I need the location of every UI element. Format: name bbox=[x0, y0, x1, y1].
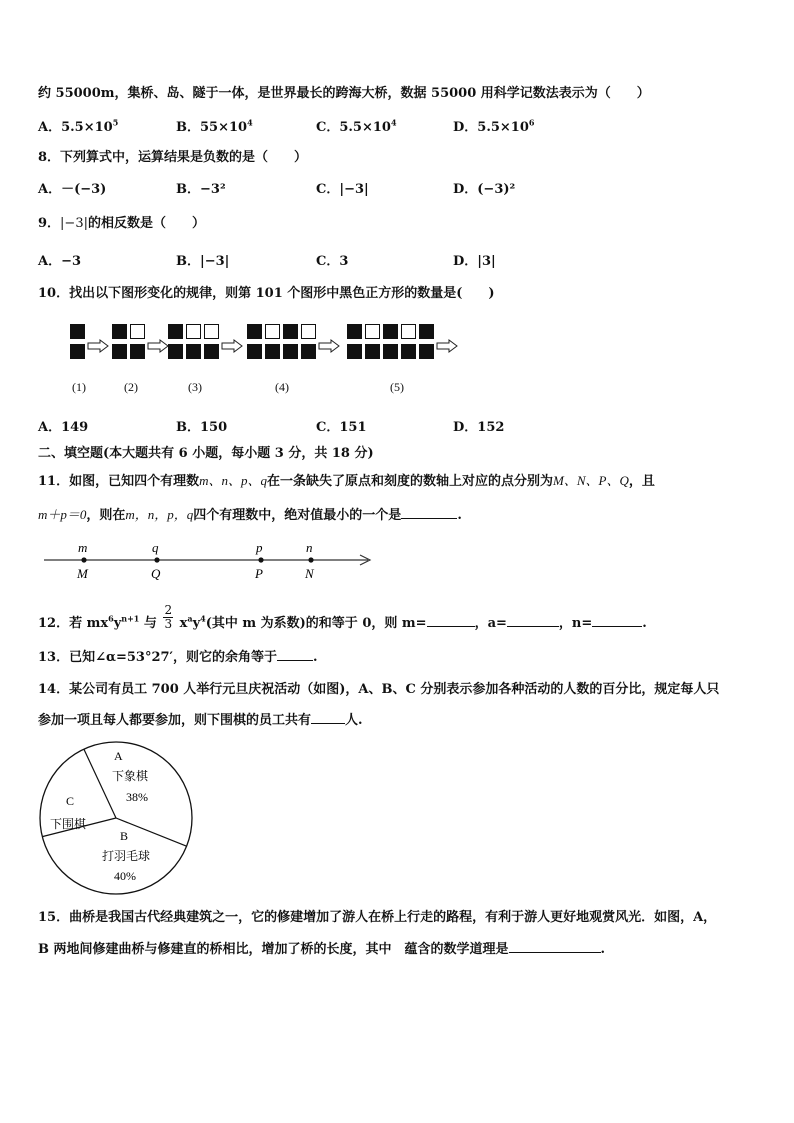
black-square bbox=[301, 344, 316, 359]
q7-option-c: C．$5.5\times 10^4$ bbox=[316, 117, 397, 135]
figure-label-1: (1) bbox=[72, 380, 86, 394]
q14-line-1: 14．某公司有员工 700 人举行元旦庆祝活动（如图)，A、B、C 分别表示参加各种活动的人数的百分比，规定每人只 bbox=[38, 682, 720, 697]
fraction-2-3: $\frac{2}{3}$ bbox=[164, 603, 173, 631]
pie-value-b: 40% bbox=[114, 869, 136, 883]
black-square bbox=[186, 344, 201, 359]
q7-option-a: A．$5.5\times 10^5$ bbox=[38, 117, 119, 135]
black-square bbox=[347, 344, 362, 359]
black-square bbox=[347, 324, 362, 339]
white-square bbox=[204, 324, 219, 339]
black-square bbox=[168, 344, 183, 359]
black-square bbox=[401, 344, 416, 359]
white-square bbox=[301, 324, 316, 339]
pie-name-c: 下围棋 bbox=[50, 817, 87, 831]
white-square bbox=[365, 324, 380, 339]
q8-option-a: A．－(−3) bbox=[38, 182, 107, 197]
q9-stem: 9．|−3|的相反数是（ ） bbox=[38, 216, 205, 231]
q8-option-c: C．|−3| bbox=[316, 182, 369, 197]
axis-point-M: M bbox=[77, 566, 88, 581]
black-square bbox=[130, 344, 145, 359]
pattern-arrow-icon bbox=[318, 339, 340, 353]
q13-answer-blank[interactable] bbox=[277, 648, 313, 661]
q10-stem: 10．找出以下图形变化的规律，则第 101 个图形中黑色正方形的数量是( ) bbox=[38, 286, 495, 301]
black-square bbox=[383, 344, 398, 359]
q15-line-2: B 两地间修建曲桥与修建直的桥相比，增加了桥的长度，其中 蕴含的数学道理是 . bbox=[38, 942, 606, 957]
black-square bbox=[265, 344, 280, 359]
q7-option-d: D．$5.5\times 10^6$ bbox=[453, 117, 535, 135]
q9-option-c: C．3 bbox=[316, 254, 349, 269]
pie-name-a: 下象棋 bbox=[112, 769, 149, 783]
black-square bbox=[204, 344, 219, 359]
figure-label-5: (5) bbox=[390, 380, 404, 394]
q14-line-2: 参加一项且每人都要参加，则下围棋的员工共有 人. bbox=[38, 713, 363, 728]
q10-option-c: C．151 bbox=[316, 420, 367, 435]
point-n bbox=[308, 557, 313, 562]
pie-value-a: 38% bbox=[126, 790, 148, 804]
q12-blank-m[interactable] bbox=[427, 614, 475, 627]
pie-letter-c: C bbox=[66, 794, 75, 808]
figure-label-3: (3) bbox=[188, 380, 202, 394]
black-square bbox=[112, 324, 127, 339]
axis-point-N: N bbox=[305, 566, 314, 581]
black-square bbox=[112, 344, 127, 359]
q12-blank-n[interactable] bbox=[592, 614, 642, 627]
black-square bbox=[70, 344, 85, 359]
white-square bbox=[186, 324, 201, 339]
q9-option-b: B．|−3| bbox=[176, 254, 230, 269]
q9-option-d: D．|3| bbox=[453, 254, 496, 269]
pie-letter-a: A bbox=[114, 749, 123, 763]
white-square bbox=[130, 324, 145, 339]
black-square bbox=[168, 324, 183, 339]
q10-option-d: D．152 bbox=[453, 420, 505, 435]
figure-label-2: (2) bbox=[124, 380, 138, 394]
black-square bbox=[70, 324, 85, 339]
pie-letter-b: B bbox=[120, 829, 129, 843]
black-square bbox=[383, 324, 398, 339]
q7-stem: 约 55000m，集桥、岛、隧于一体，是世界最长的跨海大桥，数据 55000 用科学记数法表示为（ ） bbox=[38, 86, 650, 101]
q15-line-1: 15．曲桥是我国古代经典建筑之一，它的修建增加了游人在桥上行走的路程，有利于游人更好地观赏风光．如图，A， bbox=[38, 910, 717, 925]
q15-answer-blank[interactable] bbox=[509, 940, 601, 953]
point-m bbox=[81, 557, 86, 562]
pie-chart bbox=[36, 738, 200, 898]
q7-option-b: B．$55\times 10^4$ bbox=[176, 117, 253, 135]
black-square bbox=[247, 324, 262, 339]
section-2-heading: 二、填空题(本大题共有 6 小题，每小题 3 分，共 18 分) bbox=[38, 446, 374, 461]
black-square bbox=[247, 344, 262, 359]
q9-option-a: A．−3 bbox=[38, 254, 82, 269]
axis-var-m: m bbox=[78, 540, 88, 555]
pattern-arrow-icon bbox=[147, 339, 169, 353]
q8-option-d: D．(−3)² bbox=[453, 182, 516, 197]
q14-answer-blank[interactable] bbox=[311, 711, 345, 724]
black-square bbox=[419, 324, 434, 339]
q11-line-1: 11．如图，已知四个有理数m、n、p、q在一条缺失了原点和刻度的数轴上对应的点分别为M、N、P、Q，且 bbox=[38, 473, 655, 489]
white-square bbox=[401, 324, 416, 339]
q11-line-2: m＋p＝0，则在m，n，p，q四个有理数中，绝对值最小的一个是 . bbox=[38, 507, 462, 523]
black-square bbox=[283, 344, 298, 359]
point-q bbox=[154, 557, 159, 562]
figure-label-4: (4) bbox=[275, 380, 289, 394]
q10-option-b: B．150 bbox=[176, 420, 228, 435]
q8-option-b: B．−3² bbox=[176, 182, 226, 197]
pie-name-b: 打羽毛球 bbox=[102, 849, 151, 863]
q12-blank-a[interactable] bbox=[507, 614, 559, 627]
axis-var-q: q bbox=[152, 540, 159, 555]
q10-option-a: A．149 bbox=[38, 420, 89, 435]
black-square bbox=[365, 344, 380, 359]
axis-point-P: P bbox=[255, 566, 263, 581]
axis-point-Q: Q bbox=[151, 566, 161, 581]
q13-line: 13．已知∠α=53°27′，则它的余角等于 . bbox=[38, 650, 318, 665]
black-square bbox=[283, 324, 298, 339]
point-p bbox=[258, 557, 263, 562]
axis-var-n: n bbox=[306, 540, 313, 555]
q12-line: 12．若 $mx^6y^{n+1}$ 与 $\frac{2}{3}$ $x^ay^4$(其中 m 为系数)的和等于 0，则 m= ，a= ，n= . bbox=[38, 603, 647, 631]
black-square bbox=[419, 344, 434, 359]
q11-answer-blank[interactable] bbox=[401, 506, 457, 519]
pattern-arrow-icon bbox=[221, 339, 243, 353]
number-line bbox=[40, 536, 380, 586]
axis-var-p: p bbox=[256, 540, 263, 555]
pattern-arrow-icon bbox=[87, 339, 109, 353]
white-square bbox=[265, 324, 280, 339]
q8-stem: 8．下列算式中，运算结果是负数的是（ ） bbox=[38, 150, 308, 165]
pattern-arrow-icon bbox=[436, 339, 458, 353]
